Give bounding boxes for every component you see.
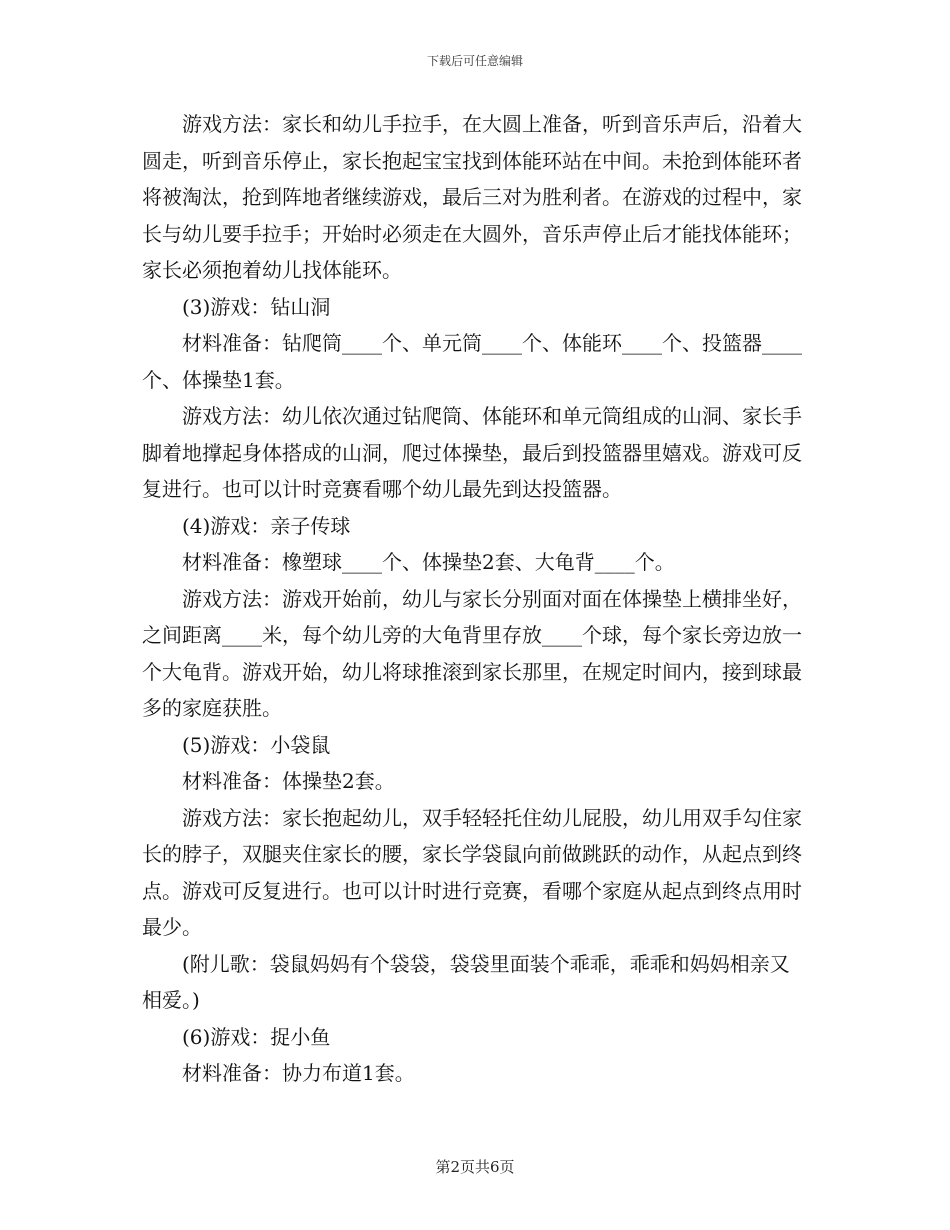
- page-header: 下载后可任意编辑: [426, 54, 523, 68]
- heading-game-4: (4)游戏：亲子传球: [182, 513, 351, 538]
- heading-game-3: (3)游戏：钻山洞: [182, 294, 331, 319]
- page-footer: 第2页共6页: [435, 1158, 515, 1176]
- paragraph-game-method-4: 游戏方法：游戏开始前，幼儿与家长分别面对面在体操垫上横排坐好，之间距离____米，每个幼儿旁的大龟背里存放____个球，每个家长旁边放一个大龟背。游戏开始，幼儿将球推滚到家长那里，在规定时间内，接到球最多的家庭获胜。: [142, 586, 802, 720]
- paragraph-nursery-rhyme: (附儿歌：袋鼠妈妈有个袋袋，袋袋里面装个乖乖，乖乖和妈妈相亲又相爱。): [142, 951, 790, 1012]
- heading-game-6: (6)游戏：捉小鱼: [182, 1024, 331, 1049]
- paragraph-materials-5: 材料准备：体操垫2套。: [182, 769, 395, 793]
- paragraph-materials-3: 材料准备：钻爬筒____个、单元筒____个、体能环____个、投篮器____个、体操垫1套。: [142, 331, 802, 392]
- paragraph-game-method-1: 游戏方法：家长和幼儿手拉手，在大圆上准备，听到音乐声后，沿着大圆走，听到音乐停止，家长抱起宝宝找到体能环站在中间。未抢到体能环者将被淘汰，抢到阵地者继续游戏，最后三对为胜利者。在游戏的过程中，家长与幼儿要手拉手；开始时必须走在大圆外，音乐声停止后才能找体能环；家长必须抱着幼儿找体能环。: [142, 112, 802, 282]
- paragraph-materials-4: 材料准备：橡塑球____个、体操垫2套、大龟背____个。: [182, 550, 675, 574]
- paragraph-materials-6: 材料准备：协力布道1套。: [182, 1061, 415, 1085]
- paragraph-game-method-3: 游戏方法：幼儿依次通过钻爬筒、体能环和单元筒组成的山洞、家长手脚着地撑起身体搭成的山洞，爬过体操垫，最后到投篮器里嬉戏。游戏可反复进行。也可以计时竞赛看哪个幼儿最先到达投篮器。: [142, 404, 802, 501]
- document-body: [142, 106, 808, 1092]
- heading-game-5: (5)游戏：小袋鼠: [182, 732, 331, 757]
- paragraph-game-method-5: 游戏方法：家长抱起幼儿，双手轻轻托住幼儿屁股，幼儿用双手勾住家长的脖子，双腿夹住家长的腰，家长学袋鼠向前做跳跃的动作，从起点到终点。游戏可反复进行。也可以计时进行竞赛，看哪个家庭从起点到终点用时最少。: [142, 805, 802, 939]
